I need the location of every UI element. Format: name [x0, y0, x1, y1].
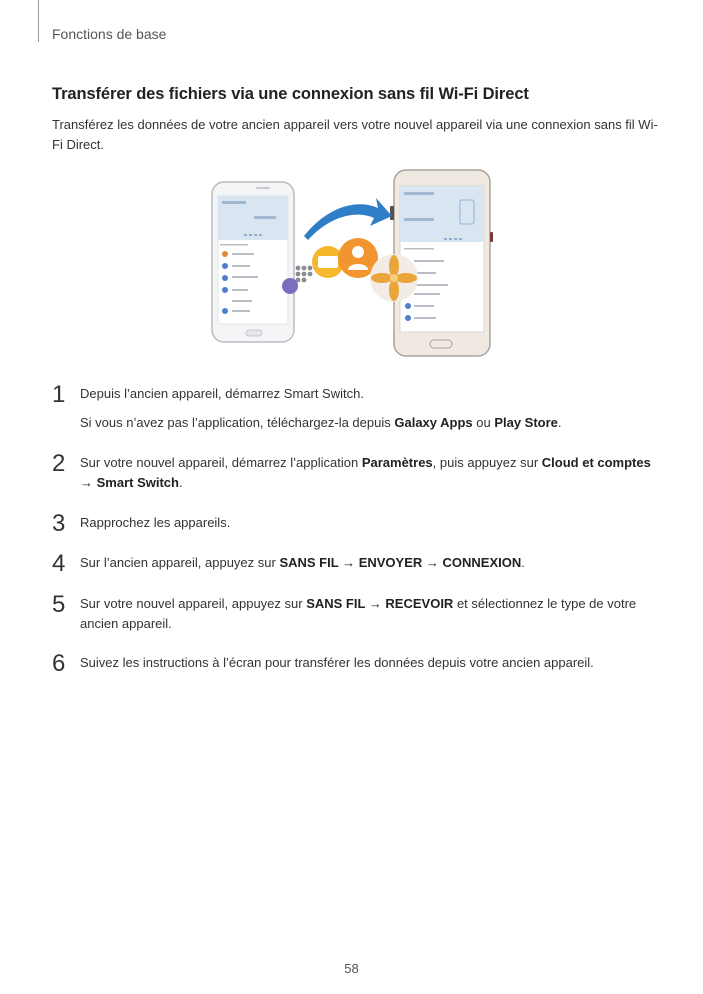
step-text: Rapprochez les appareils. [80, 515, 231, 530]
play-store-label: Play Store [494, 415, 558, 430]
app-bubble-icon [282, 278, 298, 294]
smart-switch-label: Smart Switch [96, 475, 179, 490]
step-number: 3 [52, 510, 66, 537]
step-number: 2 [52, 450, 66, 477]
step-number: 4 [52, 550, 66, 577]
step-number: 1 [52, 381, 66, 408]
section-intro: Transférez les données de votre ancien appareil vers votre nouvel appareil via une connexion sans fil Wi-Fi Direct. [52, 117, 658, 152]
header-title: Fonctions de base [52, 26, 167, 42]
recevoir-label: RECEVOIR [385, 596, 454, 611]
transfer-arrow-icon [304, 198, 392, 240]
envoyer-label: ENVOYER [358, 555, 423, 570]
data-dots-icon [296, 266, 313, 283]
step-1-main-text: Depuis l’ancien appareil, démarrez Smart Switch. [80, 386, 364, 401]
cloud-comptes-label: Cloud et comptes [541, 455, 651, 470]
step-number: 6 [52, 650, 66, 677]
parametres-label: Paramètres [361, 455, 433, 470]
step-1-sub-text: Si vous n’avez pas l’application, téléchargez-la depuis Galaxy Apps ou Play Store. [80, 415, 562, 430]
old-phone-image [212, 182, 294, 342]
sans-fil-label: SANS FIL [279, 555, 339, 570]
step-text: Sur l’ancien appareil, appuyez sur SANS FIL → ENVOYER → CONNEXION. [80, 555, 525, 570]
header-rule [38, 0, 39, 42]
connexion-label: CONNEXION [442, 555, 522, 570]
galaxy-apps-label: Galaxy Apps [394, 415, 473, 430]
step-text [80, 384, 660, 433]
section-title: Transférer des fichiers via une connexion sans fil Wi-Fi Direct [52, 85, 529, 103]
step-text: Suivez les instructions à l’écran pour transférer les données depuis votre ancien appareil. [80, 655, 594, 670]
step-text: Sur votre nouvel appareil, appuyez sur SANS FIL → RECEVOIR et sélectionnez le type de votre ancien appareil. [80, 596, 637, 631]
sans-fil-label: SANS FIL [306, 596, 366, 611]
step-text: Sur votre nouvel appareil, démarrez l’application Paramètres, puis appuyez sur Cloud et comptes → Smart Switch. [80, 455, 651, 490]
page-number: 58 [344, 961, 359, 976]
step-number: 5 [52, 591, 66, 618]
phones-transfer-illustration [208, 168, 500, 360]
